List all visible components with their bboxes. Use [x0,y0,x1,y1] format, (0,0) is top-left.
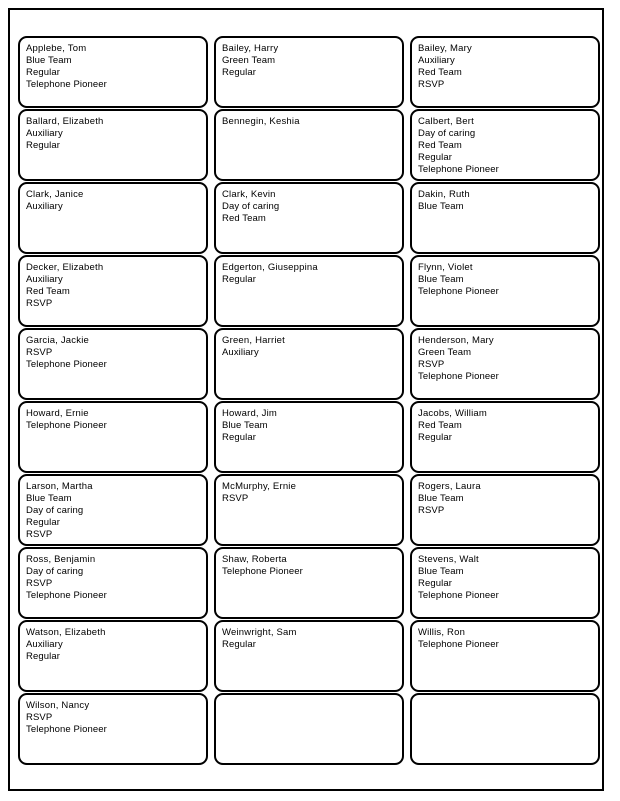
label-person-name: Howard, Jim [222,408,277,419]
label-attribute: RSVP [26,347,53,358]
label-attribute: Day of caring [222,201,280,212]
label-attribute: Red Team [418,67,462,78]
label-person-name: Bailey, Harry [222,43,279,54]
label-attribute: Red Team [418,140,462,151]
name-badge-label[interactable] [18,182,208,254]
name-badge-label[interactable] [18,474,208,546]
name-badge-label[interactable] [214,620,404,692]
label-person-name: McMurphy, Ernie [222,481,297,492]
name-badge-label[interactable] [410,474,600,546]
label-attribute: Blue Team [418,201,464,212]
label-attribute: Auxiliary [26,274,63,285]
name-badge-label[interactable] [410,620,600,692]
label-attribute: Regular [26,67,60,78]
name-badge-label[interactable] [18,620,208,692]
label-attribute: Telephone Pioneer [26,724,107,735]
label-person-name: Howard, Ernie [26,408,89,419]
label-person-name: Applebe, Tom [26,43,87,54]
label-attribute: Blue Team [418,274,464,285]
name-badge-label[interactable] [18,547,208,619]
name-badge-label[interactable] [18,401,208,473]
label-person-name: Edgerton, Giuseppina [222,262,318,273]
label-attribute: Auxiliary [222,347,259,358]
name-badge-label[interactable] [214,255,404,327]
label-attribute: Blue Team [418,493,464,504]
label-person-name: Clark, Janice [26,189,84,200]
label-attribute: RSVP [418,505,445,516]
label-attribute: Telephone Pioneer [26,359,107,370]
label-attribute: Blue Team [418,566,464,577]
name-badge-label[interactable] [410,36,600,108]
name-badge-label-blank[interactable] [410,693,600,765]
label-attribute: Telephone Pioneer [26,590,107,601]
label-attribute: Green Team [222,55,276,66]
label-attribute: Telephone Pioneer [418,639,499,650]
label-attribute: Red Team [418,420,462,431]
label-attribute: Green Team [418,347,472,358]
label-person-name: Larson, Martha [26,481,93,492]
name-badge-label[interactable] [410,255,600,327]
label-person-name: Watson, Elizabeth [26,627,106,638]
label-attribute: RSVP [26,298,53,309]
label-person-name: Clark, Kevin [222,189,276,200]
label-attribute: Telephone Pioneer [418,371,499,382]
label-attribute: Regular [222,639,256,650]
label-person-name: Ballard, Elizabeth [26,116,104,127]
label-person-name: Bennegin, Keshia [222,116,300,127]
label-attribute: Regular [418,432,452,443]
label-attribute: Regular [222,432,256,443]
label-attribute: RSVP [26,578,53,589]
name-badge-label[interactable] [410,109,600,181]
label-attribute: Auxiliary [26,639,63,650]
label-attribute: Red Team [26,286,70,297]
label-person-name: Stevens, Walt [418,554,479,565]
label-attribute: RSVP [222,493,249,504]
name-badge-label[interactable] [214,182,404,254]
label-attribute: Regular [418,578,452,589]
label-attribute: Telephone Pioneer [26,420,107,431]
label-person-name: Wilson, Nancy [26,700,90,711]
label-person-name: Ross, Benjamin [26,554,96,565]
label-attribute: Telephone Pioneer [418,164,499,175]
label-person-name: Henderson, Mary [418,335,494,346]
label-attribute: Blue Team [222,420,268,431]
label-person-name: Willis, Ron [418,627,466,638]
name-badge-label[interactable] [410,547,600,619]
label-attribute: Telephone Pioneer [418,590,499,601]
label-person-name: Decker, Elizabeth [26,262,104,273]
label-attribute: Regular [222,274,256,285]
label-person-name: Green, Harriet [222,335,285,346]
name-badge-label[interactable] [410,328,600,400]
label-attribute: Regular [26,140,60,151]
label-attribute: RSVP [418,359,445,370]
label-person-name: Rogers, Laura [418,481,481,492]
name-badge-label[interactable] [410,182,600,254]
name-badge-label[interactable] [214,401,404,473]
name-badge-label[interactable] [214,547,404,619]
label-attribute: Blue Team [26,493,72,504]
name-badge-label[interactable] [18,109,208,181]
label-attribute: Blue Team [26,55,72,66]
name-badge-label[interactable] [214,36,404,108]
name-badge-label[interactable] [18,255,208,327]
label-grid [18,36,600,765]
label-sheet-page [8,8,604,791]
name-badge-label-blank[interactable] [214,693,404,765]
label-attribute: Day of caring [418,128,476,139]
label-attribute: Red Team [222,213,266,224]
label-person-name: Weinwright, Sam [222,627,297,638]
label-attribute: Telephone Pioneer [418,286,499,297]
label-attribute: Telephone Pioneer [222,566,303,577]
label-attribute: Regular [26,651,60,662]
label-attribute: Day of caring [26,566,84,577]
label-attribute: Telephone Pioneer [26,79,107,90]
label-attribute: Regular [26,517,60,528]
name-badge-label[interactable] [18,36,208,108]
label-attribute: RSVP [26,712,53,723]
label-attribute: RSVP [26,529,53,540]
label-attribute: Auxiliary [26,128,63,139]
label-person-name: Jacobs, William [418,408,487,419]
name-badge-label[interactable] [214,474,404,546]
name-badge-label[interactable] [214,328,404,400]
label-attribute: Auxiliary [26,201,63,212]
name-badge-label[interactable] [410,401,600,473]
label-attribute: Regular [418,152,452,163]
name-badge-label[interactable] [214,109,404,181]
label-person-name: Garcia, Jackie [26,335,89,346]
label-attribute: RSVP [418,79,445,90]
label-attribute: Day of caring [26,505,84,516]
label-person-name: Flynn, Violet [418,262,473,273]
label-attribute: Regular [222,67,256,78]
name-badge-label[interactable] [18,693,208,765]
name-badge-label[interactable] [18,328,208,400]
label-person-name: Shaw, Roberta [222,554,287,565]
label-attribute: Auxiliary [418,55,455,66]
label-person-name: Bailey, Mary [418,43,472,54]
label-person-name: Calbert, Bert [418,116,474,127]
label-person-name: Dakin, Ruth [418,189,470,200]
